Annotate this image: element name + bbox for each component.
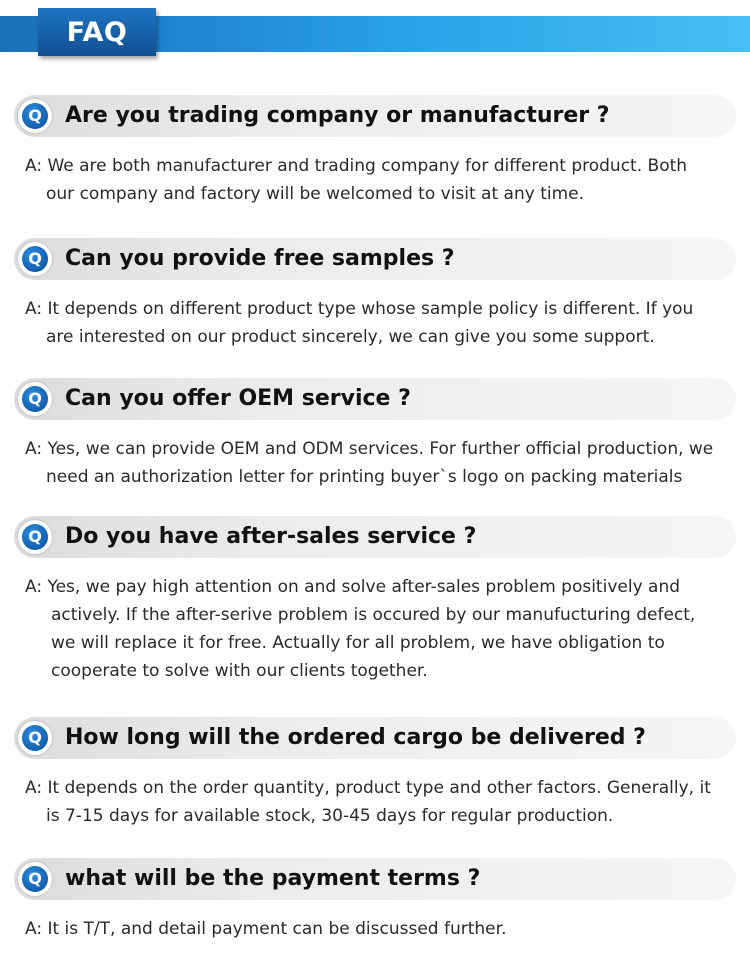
answer-text [25,295,737,351]
q-letter: Q [22,386,48,412]
answer-text [25,573,737,685]
question-text: Can you provide free samples ? [65,246,455,271]
answer-line: A: It is T/T, and detail payment can be discussed further. [25,919,507,939]
answer-text [25,435,737,491]
answer-line: our company and factory will be welcomed to visit at any time. [46,184,585,204]
q-badge-icon [18,862,52,896]
answer-line: is 7-15 days for available stock, 30-45 days for regular production. [46,806,614,826]
answer-line: need an authorization letter for printing buyer`s logo on packing materials [46,467,683,487]
q-letter: Q [22,103,48,129]
q-badge-icon [18,520,52,554]
faq-title-tab [38,8,156,56]
answer-line: A: Yes, we pay high attention on and solve after-sales problem positively and [25,577,681,597]
q-letter: Q [22,866,48,892]
q-badge-icon [18,382,52,416]
q-badge-icon [18,99,52,133]
answer-line: A: Yes, we can provide OEM and ODM services. For further official production, we [25,439,714,459]
q-letter: Q [22,524,48,550]
question-text: Can you offer OEM service ? [65,386,411,411]
q-badge-icon [18,242,52,276]
answer-line: are interested on our product sincerely, we can give you some support. [46,327,655,347]
question-text: Do you have after-sales service ? [65,524,477,549]
question-text: Are you trading company or manufacturer ? [65,103,610,128]
question-text: what will be the payment terms ? [65,866,481,891]
page-title: FAQ [66,16,128,48]
answer-line: actively. If the after-serive problem is occured by our manufucturing defect, [51,605,696,625]
q-letter: Q [22,246,48,272]
q-badge-icon [18,721,52,755]
answer-text [25,152,737,208]
answer-line: A: We are both manufacturer and trading company for different product. Both [25,156,688,176]
answer-line: cooperate to solve with our clients together. [51,661,428,681]
q-letter: Q [22,725,48,751]
answer-line: we will replace it for free. Actually for all problem, we have obligation to [51,633,665,653]
answer-line: A: It depends on the order quantity, product type and other factors. Generally, it [25,778,711,798]
question-text: How long will the ordered cargo be delivered ? [65,725,646,750]
answer-text [25,774,737,830]
answer-text [25,915,737,943]
answer-line: A: It depends on different product type whose sample policy is different. If you [25,299,694,319]
